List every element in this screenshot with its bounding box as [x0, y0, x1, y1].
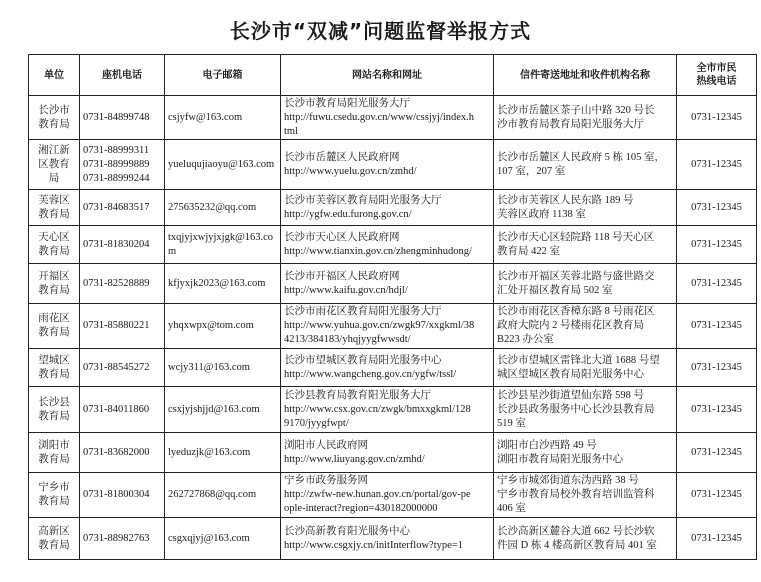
header-hotline-line1: 全市市民: [696, 63, 737, 74]
phone-cell-line: 0731-88999311: [83, 144, 150, 156]
unit-cell: [29, 140, 80, 190]
website-cell-line: 长沙市岳麓区人民政府网: [284, 151, 400, 163]
table-row: [29, 387, 757, 433]
email-cell-line: wcjy311@163.com: [168, 361, 250, 373]
unit-cell: [29, 349, 80, 387]
website-cell-line: http://www.liuyang.gov.cn/zmhd/: [284, 453, 425, 465]
unit-cell-line: 教育局: [38, 410, 70, 422]
email-cell: [165, 387, 281, 433]
website-cell-line: 长沙市芙蓉区教育局阳光服务大厅: [284, 194, 442, 206]
phone-cell: [80, 349, 165, 387]
address-cell-line: 长沙市雨花区香樟东路 8 号雨花区: [497, 306, 655, 317]
table-row: [29, 190, 757, 226]
address-cell: [494, 349, 677, 387]
email-cell: [165, 96, 281, 140]
address-cell: [494, 96, 677, 140]
email-cell-line: m: [168, 245, 177, 257]
website-cell: [281, 349, 494, 387]
email-cell-line: csjyfw@163.com: [168, 111, 243, 123]
email-cell: [165, 518, 281, 560]
email-cell-line: txqjyjxwjyjxjgk@163.co: [168, 231, 274, 243]
phone-cell: [80, 226, 165, 264]
unit-cell: [29, 264, 80, 304]
email-cell-line: csxjyjshjjd@163.com: [168, 403, 260, 415]
email-cell-line: csgxqjyj@163.com: [168, 532, 250, 544]
address-cell-line: 长沙高新区麓谷大道 662 号长沙软: [497, 525, 655, 537]
hotline-cell: 0731-12345: [677, 473, 757, 518]
hotline-cell: 0731-12345: [677, 433, 757, 473]
email-cell: [165, 433, 281, 473]
website-cell: [281, 140, 494, 190]
unit-cell: [29, 96, 80, 140]
phone-cell: [80, 96, 165, 140]
hotline-cell: 0731-12345: [677, 140, 757, 190]
phone-cell: [80, 140, 165, 190]
table-row: [29, 349, 757, 387]
phone-cell-line: 0731-85880221: [83, 320, 150, 331]
unit-cell-line: 宁乡市: [38, 482, 70, 493]
hotline-cell: 0731-12345: [677, 518, 757, 560]
table-row: [29, 473, 757, 518]
address-cell-line: 406 室: [497, 503, 526, 514]
address-cell-line: 长沙市岳麓区茶子山中路 320 号长: [497, 104, 655, 116]
address-cell-line: 宁乡市城郊街道东沩西路 38 号: [497, 475, 639, 486]
unit-cell: [29, 226, 80, 264]
website-cell-line: http://www.kaifu.gov.cn/hdjl/: [284, 284, 408, 296]
address-cell-line: 长沙县星沙街道望仙东路 598 号: [497, 389, 644, 401]
website-cell-line: http://zwfw-new.hunan.gov.cn/portal/gov-pe: [284, 489, 471, 500]
website-cell: [281, 387, 494, 433]
address-cell-line: 长沙市芙蓉区人民东路 189 号: [497, 194, 634, 206]
phone-cell-line: 0731-84899748: [83, 111, 150, 123]
address-cell-line: 107 室，207 室: [497, 165, 566, 177]
phone-cell-line: 0731-88982763: [83, 532, 150, 544]
header-phone: 座机电话: [80, 55, 165, 96]
unit-cell-line: 教育局: [38, 118, 70, 130]
address-cell-line: B223 办公室: [497, 334, 554, 345]
address-cell-line: 教育局 422 室: [497, 245, 560, 257]
header-website: 网站名称和网址: [281, 55, 494, 96]
unit-cell-line: 教育局: [38, 208, 70, 220]
unit-cell-line: 教育局: [38, 327, 70, 338]
website-cell: [281, 226, 494, 264]
unit-cell: [29, 518, 80, 560]
address-cell-line: 长沙市岳麓区人民政府 5 栋 105 室，: [497, 151, 665, 163]
table-row: [29, 140, 757, 190]
unit-cell-line: 教育局: [38, 453, 70, 465]
email-cell: [165, 190, 281, 226]
phone-cell: [80, 304, 165, 349]
header-unit: 单位: [29, 55, 80, 96]
address-cell-line: 浏阳市白沙西路 49 号: [497, 439, 597, 451]
unit-cell-line: 天心区: [38, 231, 70, 243]
website-cell-line: 浏阳市人民政府网: [284, 439, 368, 451]
phone-cell: [80, 518, 165, 560]
address-cell: [494, 518, 677, 560]
unit-cell: [29, 304, 80, 349]
phone-cell-line: 0731-83682000: [83, 446, 150, 458]
unit-cell-line: 高新区: [38, 525, 70, 537]
phone-cell-line: 0731-88999244: [83, 172, 150, 184]
address-cell-line: 519 室: [497, 417, 526, 429]
report-contact-table: [28, 54, 757, 560]
unit-cell-line: 雨花区: [38, 313, 70, 324]
table-row: [29, 304, 757, 349]
header-email: 电子邮箱: [165, 55, 281, 96]
phone-cell-line: 0731-84011860: [83, 403, 150, 415]
address-cell: [494, 433, 677, 473]
phone-cell: [80, 264, 165, 304]
header-hotline: [677, 55, 757, 96]
email-cell: [165, 140, 281, 190]
hotline-cell: 0731-12345: [677, 387, 757, 433]
address-cell-line: 长沙县政务服务中心长沙县教育局: [497, 403, 655, 415]
hotline-cell: 0731-12345: [677, 264, 757, 304]
unit-cell-line: 湘江新: [38, 144, 70, 156]
address-cell: [494, 226, 677, 264]
address-cell: [494, 304, 677, 349]
website-cell: [281, 264, 494, 304]
website-cell-line: http://www.yuhua.gov.cn/zwgk97/xxgkml/38: [284, 320, 475, 331]
phone-cell: [80, 190, 165, 226]
email-cell-line: yhqxwpx@tom.com: [168, 320, 254, 331]
table-row: [29, 226, 757, 264]
website-cell-line: 长沙高新教育阳光服务中心: [284, 525, 410, 537]
address-cell-line: 芙蓉区政府 1138 室: [497, 208, 586, 220]
email-cell: [165, 473, 281, 518]
hotline-cell: 0731-12345: [677, 349, 757, 387]
website-cell: [281, 518, 494, 560]
hotline-cell: 0731-12345: [677, 96, 757, 140]
website-cell: [281, 433, 494, 473]
phone-cell-line: 0731-88545272: [83, 361, 150, 373]
phone-cell-line: 0731-82528889: [83, 277, 150, 289]
website-cell-line: 长沙市开福区人民政府网: [284, 270, 400, 282]
unit-cell-line: 教育局: [38, 368, 70, 380]
phone-cell: [80, 473, 165, 518]
table-row: [29, 433, 757, 473]
address-cell-line: 汇处开福区教育局 502 室: [497, 284, 613, 296]
address-cell-line: 长沙市望城区雷锋北大道 1688 号望: [497, 354, 660, 366]
email-cell: [165, 349, 281, 387]
table-row: [29, 96, 757, 140]
website-cell-line: 长沙市教育局阳光服务大厅: [284, 97, 410, 109]
hotline-cell: 0731-12345: [677, 226, 757, 264]
phone-cell-line: 0731-81830204: [83, 238, 150, 250]
website-cell-line: 长沙市望城区教育局阳光服务中心: [284, 354, 442, 366]
header-address: 信件寄送地址和收件机构名称: [494, 55, 677, 96]
unit-cell-line: 芙蓉区: [38, 194, 70, 206]
website-cell: [281, 190, 494, 226]
unit-cell-line: 长沙县: [38, 396, 70, 408]
website-cell-line: 4213/384183/yhqjyygfwwsdt/: [284, 334, 411, 345]
email-cell-line: lyeduzjk@163.com: [168, 446, 251, 458]
address-cell: [494, 264, 677, 304]
table-row: [29, 264, 757, 304]
website-cell-line: tml: [284, 125, 299, 137]
address-cell: [494, 140, 677, 190]
website-cell: [281, 96, 494, 140]
address-cell-line: 沙市教育局教育局阳光服务大厅: [497, 118, 644, 130]
header-hotline-line2: 热线电话: [696, 76, 737, 87]
address-cell-line: 浏阳市教育局阳光服务中心: [497, 453, 623, 465]
email-cell: [165, 226, 281, 264]
website-cell-line: 宁乡市政务服务网: [284, 475, 368, 486]
unit-cell-line: 局: [48, 172, 60, 184]
address-cell-line: 城区望城区教育局阳光服务中心: [497, 368, 644, 380]
website-cell-line: http://ygfw.edu.furong.gov.cn/: [284, 208, 412, 220]
website-cell-line: http://www.csgxjy.cn/initInterflow?type=1: [284, 539, 463, 551]
unit-cell: [29, 190, 80, 226]
address-cell: [494, 473, 677, 518]
address-cell-line: 长沙市开福区芙蓉北路与盛世路交: [497, 270, 655, 282]
website-cell-line: http://www.csx.gov.cn/zwgk/bmxxgkml/128: [284, 403, 471, 415]
table-header-row: [29, 55, 757, 96]
address-cell: [494, 190, 677, 226]
unit-cell-line: 区教育: [38, 158, 70, 170]
website-cell-line: ople-interact?region=430182000000: [284, 503, 438, 514]
unit-cell-line: 教育局: [38, 245, 70, 257]
website-cell-line: http://www.wangcheng.gov.cn/ygfw/tssl/: [284, 368, 457, 380]
unit-cell-line: 望城区: [38, 354, 70, 366]
website-cell-line: http://www.yuelu.gov.cn/zmhd/: [284, 165, 417, 177]
unit-cell-line: 教育局: [38, 496, 70, 507]
website-cell-line: 长沙县教育局教育阳光服务大厅: [284, 389, 431, 401]
email-cell-line: yueluqujiaoyu@163.com: [168, 158, 275, 170]
website-cell-line: 长沙市天心区人民政府网: [284, 231, 400, 243]
email-cell-line: 262727868@qq.com: [168, 489, 257, 500]
unit-cell: [29, 387, 80, 433]
table-row: [29, 518, 757, 560]
page-title: 长沙市“双减”问题监督举报方式: [229, 19, 532, 43]
unit-cell-line: 开福区: [38, 270, 70, 282]
phone-cell-line: 0731-84683517: [83, 201, 150, 213]
unit-cell: [29, 433, 80, 473]
website-cell: [281, 304, 494, 349]
address-cell-line: 长沙市天心区轻院路 118 号天心区: [497, 231, 655, 243]
hotline-cell: 0731-12345: [677, 304, 757, 349]
phone-cell-line: 0731-81800304: [83, 489, 150, 500]
unit-cell-line: 教育局: [38, 539, 70, 551]
website-cell-line: 长沙市雨花区教育局阳光服务大厅: [284, 306, 442, 317]
website-cell: [281, 473, 494, 518]
address-cell: [494, 387, 677, 433]
website-cell-line: http://www.tianxin.gov.cn/zhengminhudong/: [284, 245, 472, 257]
phone-cell-line: 0731-88999889: [83, 158, 150, 170]
address-cell-line: 件园 D 栋 4 楼高新区教育局 401 室: [497, 539, 657, 551]
email-cell-line: 275635232@qq.com: [168, 201, 257, 213]
email-cell: [165, 304, 281, 349]
unit-cell-line: 浏阳市: [38, 439, 70, 451]
website-cell-line: 9170/jyygfwpt/: [284, 417, 349, 429]
hotline-cell: 0731-12345: [677, 190, 757, 226]
address-cell-line: 宁乡市教育局校外教育培训监管科: [497, 489, 655, 500]
unit-cell-line: 长沙市: [38, 104, 70, 116]
phone-cell: [80, 387, 165, 433]
email-cell-line: kfjyxjk2023@163.com: [168, 277, 266, 289]
phone-cell: [80, 433, 165, 473]
unit-cell-line: 教育局: [38, 284, 70, 296]
unit-cell: [29, 473, 80, 518]
email-cell: [165, 264, 281, 304]
website-cell-line: http://fuwu.csedu.gov.cn/www/cssjyj/index.h: [284, 111, 475, 123]
address-cell-line: 政府大院内 2 号楼雨花区教育局: [497, 320, 644, 331]
